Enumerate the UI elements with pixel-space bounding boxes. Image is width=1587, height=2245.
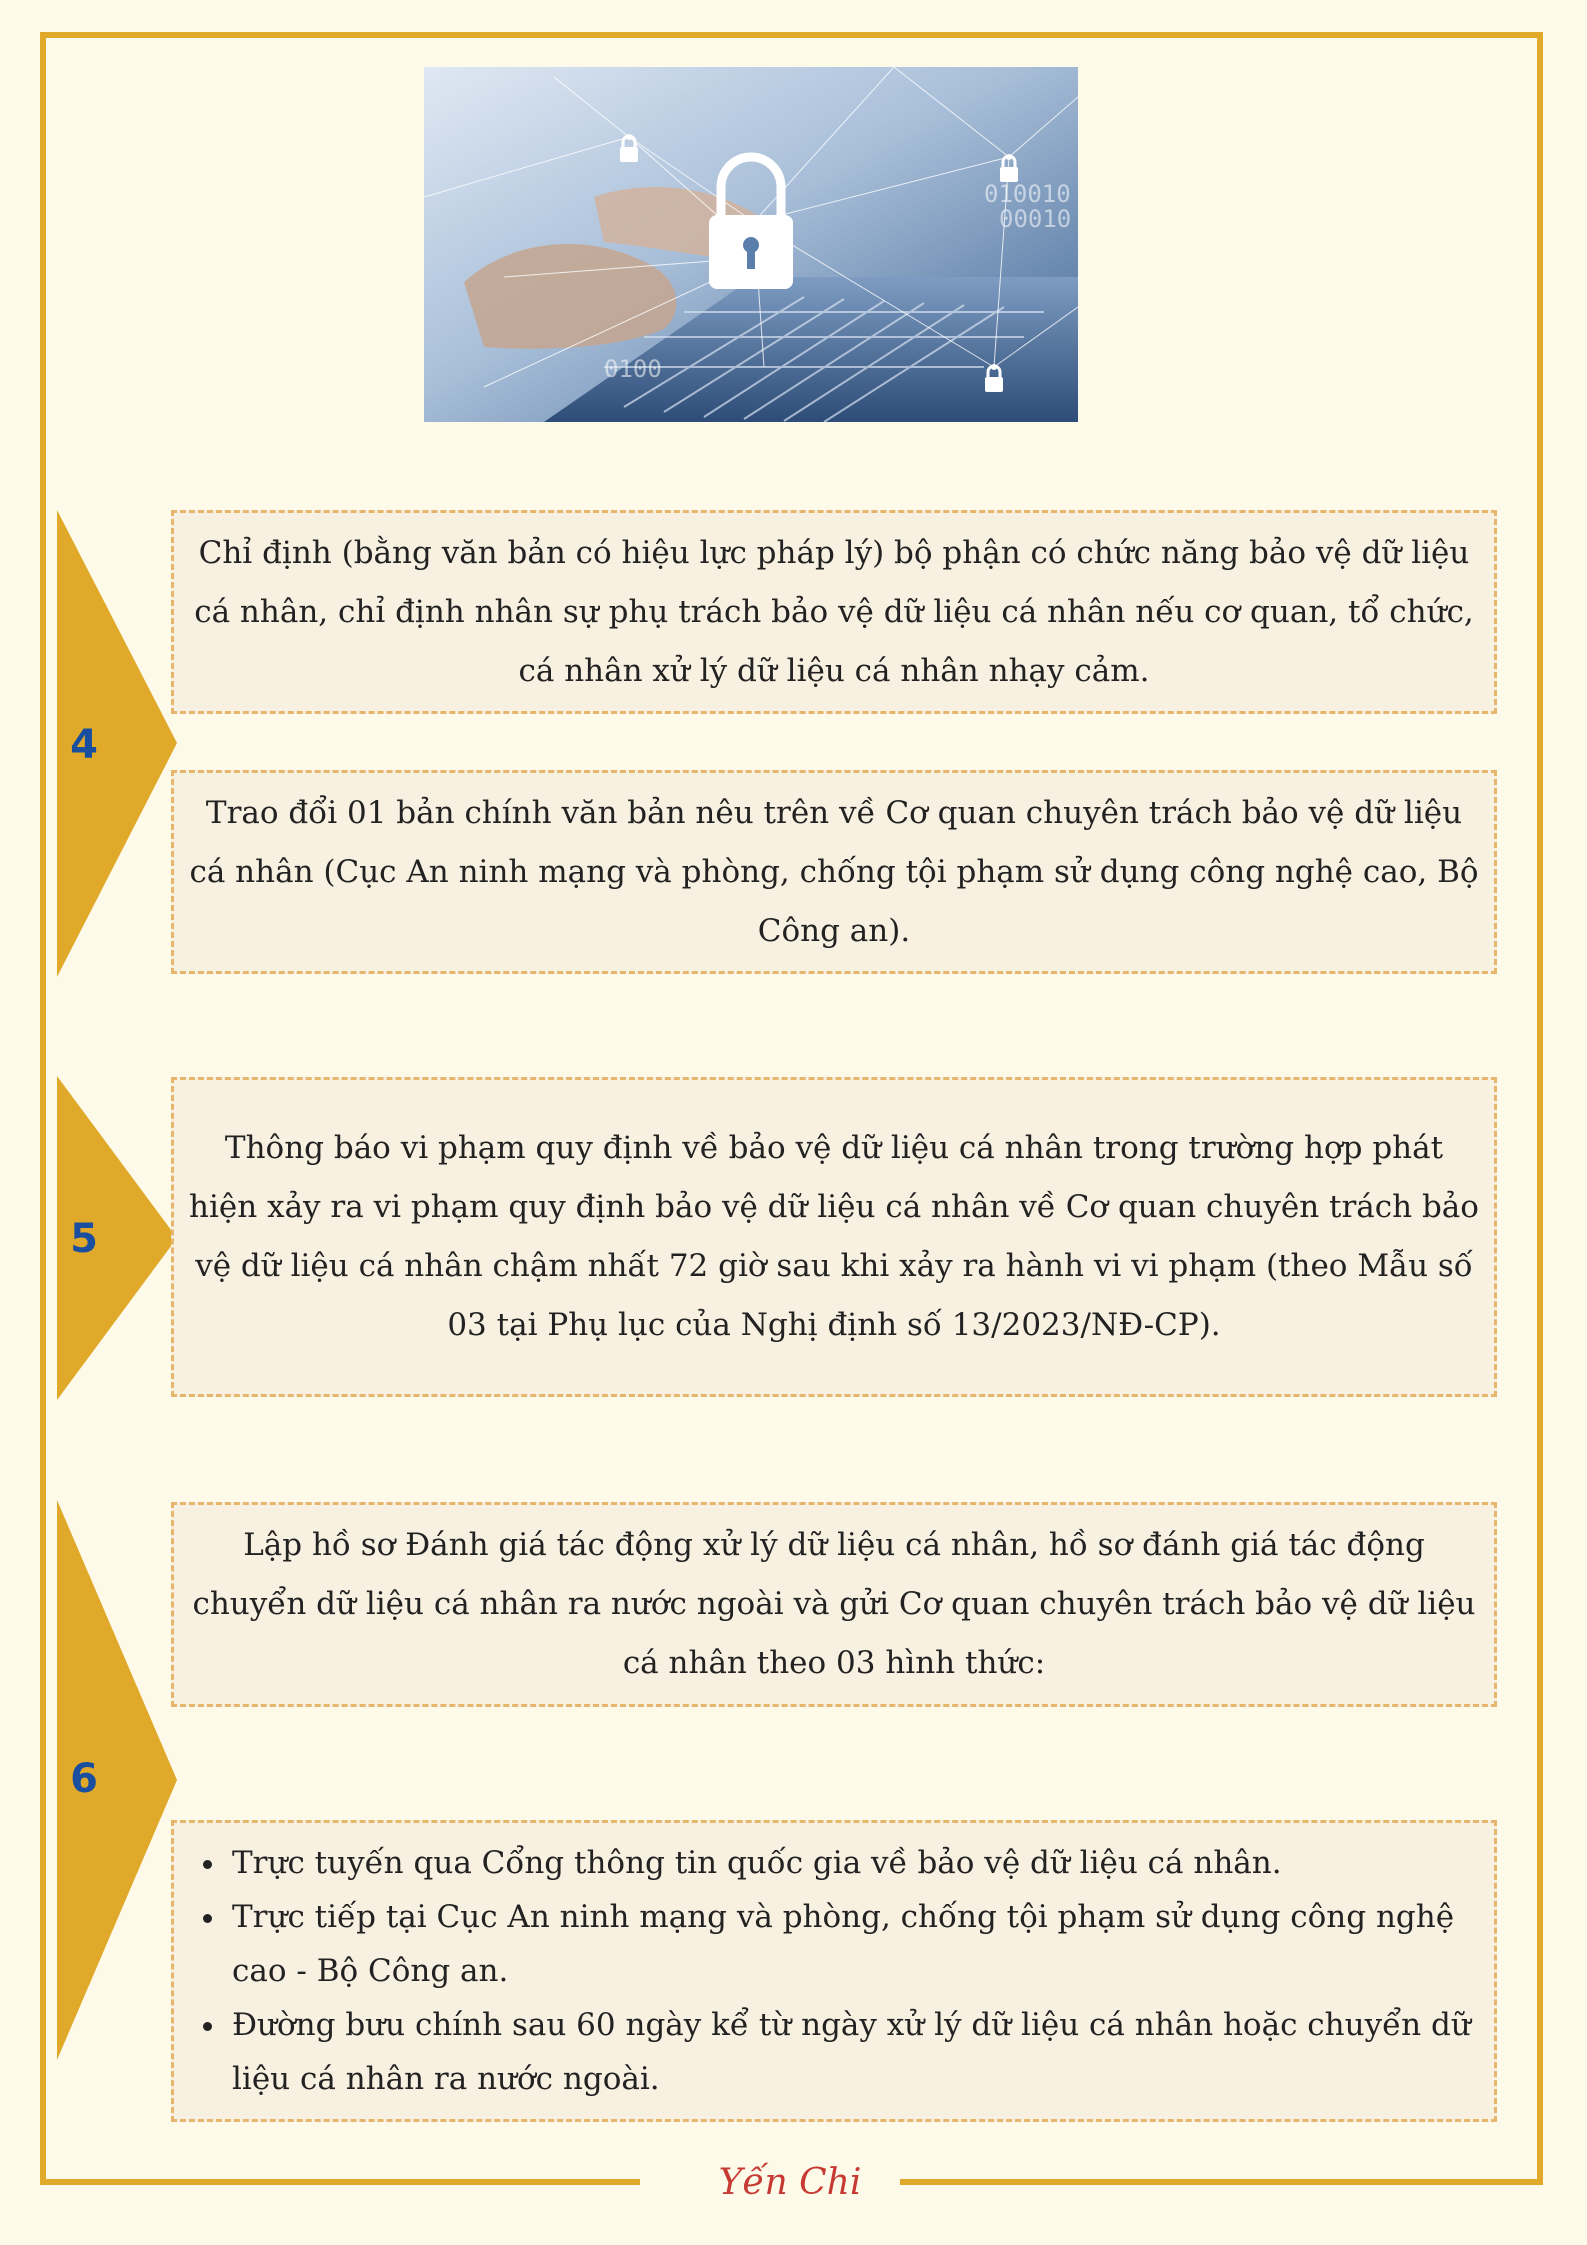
step-5-box xyxy=(171,1077,1497,1397)
step-6-box-2 xyxy=(171,1820,1497,2122)
frame-top xyxy=(40,32,1543,38)
author-signature: Yến Chi xyxy=(718,2162,862,2203)
svg-text:0100: 0100 xyxy=(604,355,662,383)
svg-text:00010: 00010 xyxy=(999,205,1072,233)
list-item: • Đường bưu chính sau 60 ngày kể từ ngày xử lý dữ liệu cá nhân hoặc chuyển dữ liệu cá nhân ra nước ngoài. xyxy=(228,1998,1484,2106)
padlock-network-keyboard-image xyxy=(424,67,1078,422)
svg-text:010010: 010010 xyxy=(984,180,1071,208)
step-6-box-1 xyxy=(171,1502,1497,1707)
list-item: • Trực tiếp tại Cục An ninh mạng và phòng, chống tội phạm sử dụng công nghệ cao - Bộ Công an. xyxy=(228,1890,1484,1998)
frame-right xyxy=(1537,32,1543,2185)
frame-left xyxy=(40,32,46,2185)
step-4-text-1: Chỉ định (bằng văn bản có hiệu lực pháp lý) bộ phận có chức năng bảo vệ dữ liệu cá nhân, chỉ định nhân sự phụ trách bảo vệ dữ liệu cá nhân nếu cơ quan, tổ chức, cá nhân xử lý dữ liệu cá nhân nhạy cảm. xyxy=(194,534,1474,689)
step-6-bullet-list xyxy=(194,1836,1484,2106)
step-5-number: 5 xyxy=(70,1216,98,1262)
step-4-text-2: Trao đổi 01 bản chính văn bản nêu trên về Cơ quan chuyên trách bảo vệ dữ liệu cá nhân (Cục An ninh mạng và phòng, chống tội phạm sử dụng công nghệ cao, Bộ Công an). xyxy=(189,794,1479,949)
frame-bottom-left xyxy=(40,2179,640,2185)
step-4-box-2 xyxy=(171,770,1497,974)
step-5-text: Thông báo vi phạm quy định về bảo vệ dữ liệu cá nhân trong trường hợp phát hiện xảy ra vi phạm quy định bảo vệ dữ liệu cá nhân về Cơ quan chuyên trách bảo vệ dữ liệu cá nhân chậm nhất 72 giờ sau khi xảy ra hành vi vi phạm (theo Mẫu số 03 tại Phụ lục của Nghị định số 13/2023/NĐ-CP). xyxy=(189,1130,1479,1343)
list-item: • Trực tuyến qua Cổng thông tin quốc gia về bảo vệ dữ liệu cá nhân. xyxy=(228,1836,1484,1890)
step-6-text: Lập hồ sơ Đánh giá tác động xử lý dữ liệu cá nhân, hồ sơ đánh giá tác động chuyển dữ liệu cá nhân ra nước ngoài và gửi Cơ quan chuyên trách bảo vệ dữ liệu cá nhân theo 03 hình thức: xyxy=(192,1527,1476,1681)
step-4-box-1 xyxy=(171,510,1497,714)
frame-bottom-right xyxy=(900,2179,1543,2185)
step-6-number: 6 xyxy=(70,1756,98,1802)
step-4-number: 4 xyxy=(70,722,98,768)
